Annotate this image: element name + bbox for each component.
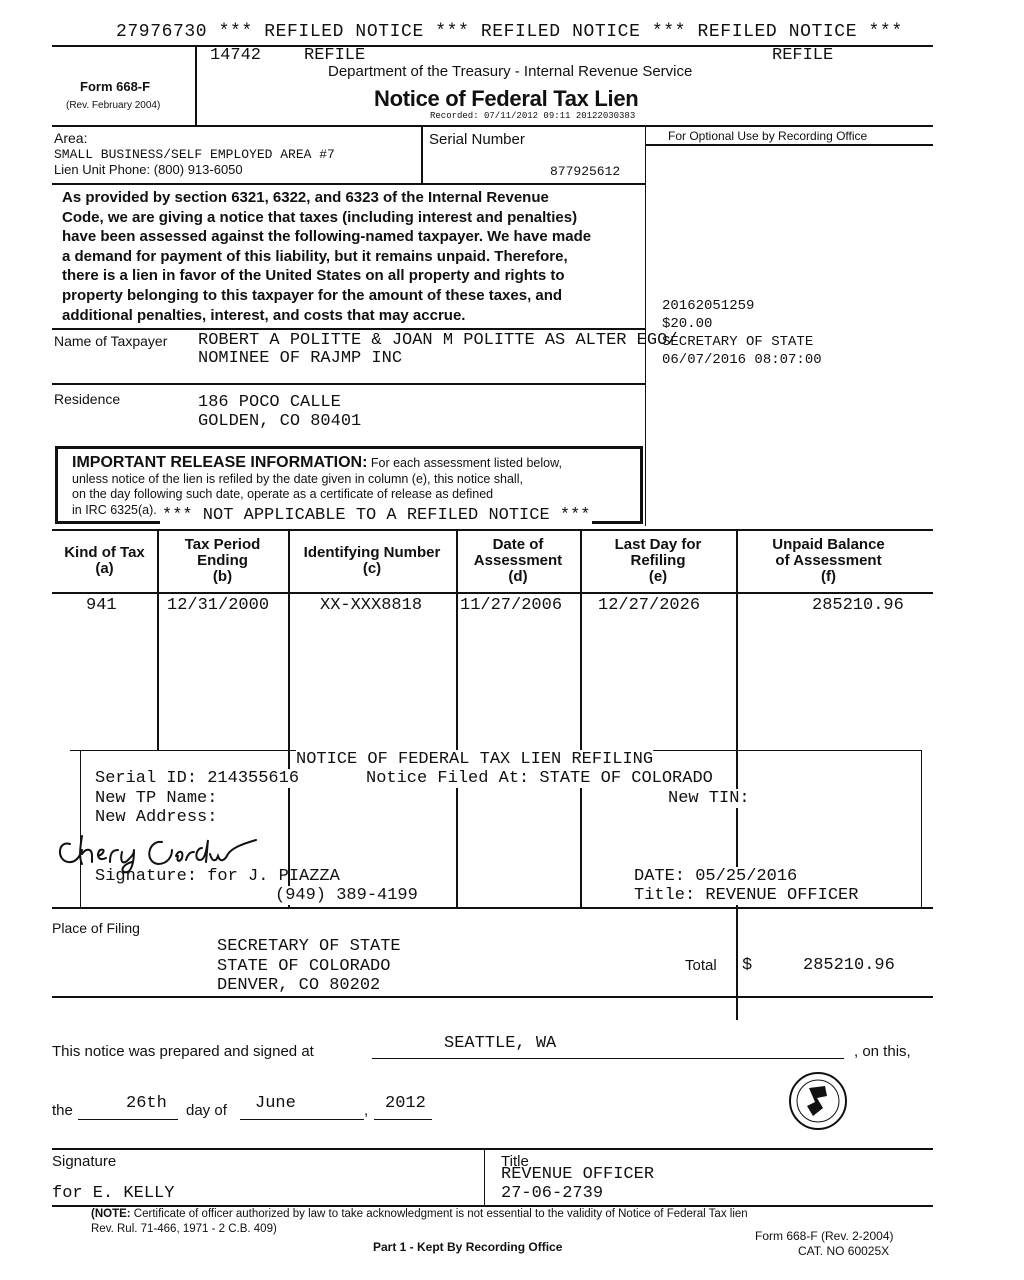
rule: [484, 1149, 485, 1205]
stamp-reception-number: 20162051259: [662, 298, 755, 314]
prepared-year: 2012: [385, 1094, 426, 1113]
footer-part: Part 1 - Kept By Recording Office: [373, 1240, 563, 1254]
refiling-serial: Serial ID: 214355616: [95, 769, 300, 788]
col-header-refiling: [580, 537, 736, 585]
footer-note-bold: (NOTE:: [91, 1208, 131, 1220]
col-header-text: of Assessment: [775, 552, 882, 569]
footer-note-2: Rev. Rul. 71-466, 1971 - 2 C.B. 409): [91, 1223, 277, 1235]
page-title: Notice of Federal Tax Lien: [374, 86, 639, 111]
footer-note-text: Certificate of officer authorized by law to take acknowledgment is not essential to the validity of Notice of Federal Tax lien: [130, 1208, 748, 1220]
col-header-letter: (a): [95, 560, 114, 577]
place-line: DENVER, CO 80202: [217, 976, 381, 995]
release-heading: IMPORTANT RELEASE INFORMATION:: [72, 454, 368, 471]
release-text: unless notice of the lien is refiled by the date given in column (e), this notice shall,: [72, 471, 523, 486]
area-value: SMALL BUSINESS/SELF EMPLOYED AREA #7: [54, 147, 335, 162]
taxpayer-name: ROBERT A POLITTE & JOAN M POLITTE AS ALTER EGO/: [198, 331, 678, 350]
col-header-text: Date of: [492, 536, 544, 553]
refile-label: REFILE: [772, 46, 834, 65]
release-text: in IRC 6325(a).: [72, 502, 157, 517]
area-label: Area:: [54, 130, 88, 146]
rule: [736, 530, 738, 1020]
serial-label: Serial Number: [429, 131, 525, 148]
rule: [645, 126, 646, 526]
rule: [78, 1119, 178, 1120]
total-value: 285210.96: [803, 956, 895, 975]
statement-line: As provided by section 6321, 6322, and 6323 of the Internal Revenue: [62, 189, 549, 206]
cell-refiling: 12/27/2026: [598, 596, 701, 615]
refiling-filed-at: Notice Filed At: STATE OF COLORADO: [366, 769, 713, 788]
col-header-text: Refiling: [630, 552, 686, 569]
place-line: SECRETARY OF STATE: [217, 937, 401, 956]
prepared-text: This notice was prepared and signed at: [52, 1043, 314, 1060]
taxpayer-label: Name of Taxpayer: [54, 333, 168, 349]
rule: [372, 1058, 844, 1059]
statement-line: have been assessed against the following-named taxpayer. We have made: [62, 228, 592, 246]
rule: [52, 529, 933, 531]
department: Department of the Treasury - Internal Revenue Service: [328, 63, 693, 80]
refiling-new-tp: New TP Name:: [95, 789, 218, 808]
place-line: STATE OF COLORADO: [217, 956, 391, 976]
cell-kind: 941: [86, 596, 117, 615]
refiling-title: NOTICE OF FEDERAL TAX LIEN REFILING: [296, 750, 654, 769]
day-of-label: day of: [186, 1102, 227, 1119]
col-header-text: Ending: [197, 552, 248, 569]
form-name: Form 668-F: [80, 79, 151, 94]
taxpayer-name-2: NOMINEE OF RAJMP INC: [198, 349, 403, 368]
col-header-letter: (b): [212, 568, 233, 585]
rule: [645, 144, 933, 146]
not-applicable-overprint: *** NOT APPLICABLE TO A REFILED NOTICE ***: [162, 506, 591, 525]
statement-line: additional penalties, interest, and costs that may accrue.: [62, 306, 466, 324]
statement-line: Code, we are giving a notice that taxes (including interest and penalties): [62, 208, 578, 226]
residence-line-1: 186 POCO CALLE: [198, 393, 341, 412]
stamp-datetime: 06/07/2016 08:07:00: [662, 352, 822, 368]
statement-line: there is a lien in favor of the United States on all property and rights to: [62, 267, 565, 285]
col-header-text: Assessment: [473, 552, 563, 569]
col-header-letter: (f): [821, 568, 836, 585]
cell-assessed: 11/27/2006: [460, 596, 563, 615]
refiling-new-address: New Address:: [95, 808, 218, 827]
refiling-date: DATE: 05/25/2016: [634, 867, 798, 886]
the-label: the: [52, 1102, 73, 1119]
col-header-period: [157, 537, 288, 585]
place-label: Place of Filing: [52, 920, 140, 936]
rule: [52, 907, 933, 909]
rule: [52, 1148, 933, 1150]
refiling-phone: (949) 389-4199: [275, 886, 418, 905]
refile-label: REFILE: [304, 46, 366, 65]
cell-balance: 285210.96: [812, 596, 904, 615]
signature-label: Signature: [52, 1153, 117, 1170]
rule: [52, 996, 933, 998]
refiling-signature: Signature: for J. PIAZZA: [95, 867, 340, 886]
col-header-text: Last Day for: [614, 536, 702, 553]
col-header-kind: [52, 537, 157, 577]
form-rev: (Rev. February 2004): [66, 100, 161, 111]
residence-line-2: GOLDEN, CO 80401: [198, 412, 362, 431]
refiled-banner: 27976730 *** REFILED NOTICE *** REFILED NOTICE *** REFILED NOTICE ***: [116, 22, 903, 42]
rule: [580, 530, 582, 907]
footer-cat: CAT. NO 60025X: [798, 1244, 890, 1258]
cell-identifying: XX-XXX8818: [320, 596, 423, 615]
rule: [456, 530, 458, 907]
serial-number: 877925612: [550, 164, 621, 179]
comma: ,: [364, 1102, 369, 1119]
prepared-on-this: , on this,: [854, 1043, 911, 1060]
rule: [240, 1119, 364, 1120]
col-header-text: Unpaid Balance: [772, 536, 885, 553]
statement-line: property belonging to this taxpayer for the amount of these taxes, and: [62, 286, 563, 304]
col-header-letter: (e): [648, 568, 668, 585]
title-value: REVENUE OFFICER: [501, 1165, 655, 1184]
total-label: Total: [685, 957, 717, 974]
recording-stamp: [662, 297, 822, 369]
recorded-stamp: Recorded: 07/11/2012 09:11 20122030383: [430, 111, 636, 121]
release-text: For each assessment listed below,: [367, 456, 562, 470]
footer-note: [91, 1208, 748, 1220]
prepared-city: SEATTLE, WA: [444, 1034, 557, 1053]
footer-form: Form 668-F (Rev. 2-2004): [755, 1229, 894, 1243]
total-currency: $: [742, 956, 753, 975]
col-header-identifying: [288, 537, 456, 577]
prepared-month: June: [255, 1094, 296, 1113]
refiling-new-tin: New TIN:: [668, 789, 750, 808]
col-header-text: Identifying Number: [303, 544, 441, 561]
rule: [921, 750, 922, 907]
seal-icon: [787, 1070, 849, 1132]
col-header-assessed: [456, 537, 580, 585]
rule: [195, 46, 197, 126]
rule: [52, 592, 933, 594]
stamp-office: SECRETARY OF STATE: [662, 334, 814, 350]
col-header-letter: (c): [362, 560, 382, 577]
signer-name: for E. KELLY: [52, 1184, 175, 1203]
optional-use-label: For Optional Use by Recording Office: [668, 129, 868, 143]
statement-line: a demand for payment of this liability, but it remains unpaid. Therefore,: [62, 247, 568, 265]
col-header-text: Kind of Tax: [64, 544, 145, 561]
statement: [62, 188, 591, 325]
lien-unit-phone: Lien Unit Phone: (800) 913-6050: [54, 162, 243, 177]
rule: [52, 183, 646, 185]
rule: [52, 125, 933, 127]
prepared-day: 26th: [126, 1094, 167, 1113]
col-header-balance: [736, 537, 921, 585]
cell-period: 12/31/2000: [167, 596, 270, 615]
title-id: 27-06-2739: [501, 1184, 604, 1203]
rule: [288, 530, 290, 907]
col-header-text: Tax Period: [184, 536, 261, 553]
rule: [52, 328, 646, 330]
rule: [421, 126, 423, 184]
release-text: on the day following such date, operate as a certificate of release as defined: [72, 487, 494, 501]
stamp-fee: $20.00: [662, 316, 713, 332]
residence-label: Residence: [54, 391, 121, 407]
title-label: Title: [501, 1153, 529, 1170]
rule: [52, 383, 646, 385]
doc-code: 14742: [210, 46, 262, 65]
col-header-letter: (d): [508, 568, 528, 585]
place-of-filing: [217, 937, 401, 996]
rule: [374, 1119, 432, 1120]
refiling-title-field: Title: REVENUE OFFICER: [634, 886, 859, 905]
rule: [52, 1205, 933, 1207]
